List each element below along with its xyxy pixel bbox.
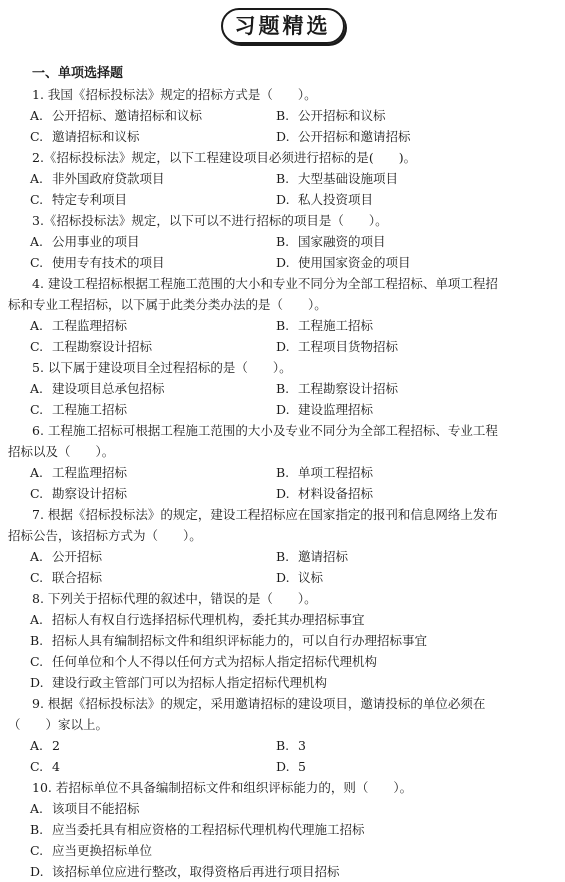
question-stem-line-1: 9. 根据《招标投标法》的规定，采用邀请招标的建设项目，邀请投标的单位必须在: [32, 696, 486, 711]
option-a: A. 建设项目总承包招标: [30, 381, 165, 396]
option-a: A. 该项目不能招标: [30, 801, 140, 816]
option-a: A. 公用事业的项目: [30, 234, 140, 249]
option-d: D. 使用国家资金的项目: [276, 255, 411, 270]
options-row: [0, 336, 565, 357]
option-c: C. 应当更换招标单位: [30, 843, 153, 858]
title-area: [0, 8, 565, 44]
option-d: D. 材料设备招标: [276, 486, 374, 501]
option-b: B. 邀请招标: [276, 549, 349, 564]
options-row: [0, 105, 565, 126]
option-d: D. 私人投资项目: [276, 192, 374, 207]
options-row: [0, 462, 565, 483]
option-a: A. 招标人有权自行选择招标代理机构，委托其办理招标事宜: [30, 612, 365, 627]
option-b: B. 公开招标和议标: [276, 108, 386, 123]
option-a: A. 公开招标、邀请招标和议标: [30, 108, 203, 123]
option-b: B. 国家融资的项目: [276, 234, 386, 249]
option-a: A. 2: [30, 738, 60, 753]
option-b: B. 3: [276, 738, 306, 753]
options-row: [0, 231, 565, 252]
question-5: [0, 357, 565, 420]
options-row: [0, 126, 565, 147]
question-stem-line-2: 标和专业工程招标，以下属于此类分类办法的是（ ）。: [8, 297, 327, 312]
question-1: [0, 84, 565, 147]
option-c: C. 工程施工招标: [30, 402, 128, 417]
option-c: C. 勘察设计招标: [30, 486, 128, 501]
question-stem: 5. 以下属于建设项目全过程招标的是（ ）。: [32, 360, 292, 375]
options-row: [0, 315, 565, 336]
question-stem: 1. 我国《招标投标法》规定的招标方式是（ ）。: [32, 87, 317, 102]
option-b: B. 工程勘察设计招标: [276, 381, 399, 396]
option-a: A. 工程监理招标: [30, 465, 128, 480]
question-stem-line-1: 4. 建设工程招标根据工程施工范围的大小和专业不同分为全部工程招标、单项工程招: [32, 276, 498, 291]
options-row: [0, 168, 565, 189]
options-row: [0, 252, 565, 273]
question-stem: 3.《招标投标法》规定，以下可以不进行招标的项目是（ ）。: [32, 213, 388, 228]
question-stem-line-2: 招标以及（ ）。: [8, 444, 115, 459]
option-d: D. 5: [276, 759, 306, 774]
option-c: C. 4: [30, 759, 60, 774]
option-a: A. 非外国政府贷款项目: [30, 171, 165, 186]
option-d: D. 议标: [276, 570, 324, 585]
question-2: [0, 147, 565, 210]
option-c: C. 邀请招标和议标: [30, 129, 140, 144]
options-row: [0, 756, 565, 777]
option-b: B. 大型基础设施项目: [276, 171, 399, 186]
page-title: 习题精选: [221, 8, 345, 44]
question-10: [0, 777, 565, 882]
option-b: B. 应当委托具有相应资格的工程招标代理机构代理施工招标: [30, 822, 365, 837]
option-c: C. 联合招标: [30, 570, 103, 585]
option-d: D. 该招标单位应进行整改，取得资格后再进行项目招标: [30, 864, 340, 879]
question-8: [0, 588, 565, 693]
question-3: [0, 210, 565, 273]
option-d: D. 建设行政主管部门可以为招标人指定招标代理机构: [30, 675, 328, 690]
options-row: [0, 546, 565, 567]
option-a: A. 工程监理招标: [30, 318, 128, 333]
option-c: C. 使用专有技术的项目: [30, 255, 165, 270]
question-9: [0, 693, 565, 777]
option-c: C. 任何单位和个人不得以任何方式为招标人指定招标代理机构: [30, 654, 378, 669]
question-stem: 2.《招标投标法》规定，以下工程建设项目必须进行招标的是( )。: [32, 150, 417, 165]
question-stem-line-1: 6. 工程施工招标可根据工程施工范围的大小及专业不同分为全部工程招标、专业工程: [32, 423, 498, 438]
section-heading: 一、单项选择题: [32, 66, 124, 81]
options-row: [0, 483, 565, 504]
option-b: B. 工程施工招标: [276, 318, 374, 333]
option-b: B. 招标人具有编制招标文件和组织评标能力的，可以自行办理招标事宜: [30, 633, 428, 648]
question-4: [0, 273, 565, 357]
option-a: A. 公开招标: [30, 549, 103, 564]
options-row: [0, 378, 565, 399]
options-row: [0, 567, 565, 588]
question-stem: 8. 下列关于招标代理的叙述中，错误的是（ ）。: [32, 591, 317, 606]
option-d: D. 公开招标和邀请招标: [276, 129, 411, 144]
option-d: D. 建设监理招标: [276, 402, 374, 417]
question-stem: 10. 若招标单位不具备编制招标文件和组织评标能力的，则（ ）。: [32, 780, 413, 795]
options-row: [0, 399, 565, 420]
question-stem-line-2: 招标公告，该招标方式为（ ）。: [8, 528, 202, 543]
option-c: C. 特定专利项目: [30, 192, 128, 207]
options-row: [0, 189, 565, 210]
question-7: [0, 504, 565, 588]
option-b: B. 单项工程招标: [276, 465, 374, 480]
question-stem-line-1: 7. 根据《招标投标法》的规定，建设工程招标应在国家指定的报刊和信息网络上发布: [32, 507, 498, 522]
options-row: [0, 735, 565, 756]
question-stem-line-2: （ ）家以上。: [8, 717, 109, 732]
option-d: D. 工程项目货物招标: [276, 339, 399, 354]
option-c: C. 工程勘察设计招标: [30, 339, 153, 354]
question-6: [0, 420, 565, 504]
